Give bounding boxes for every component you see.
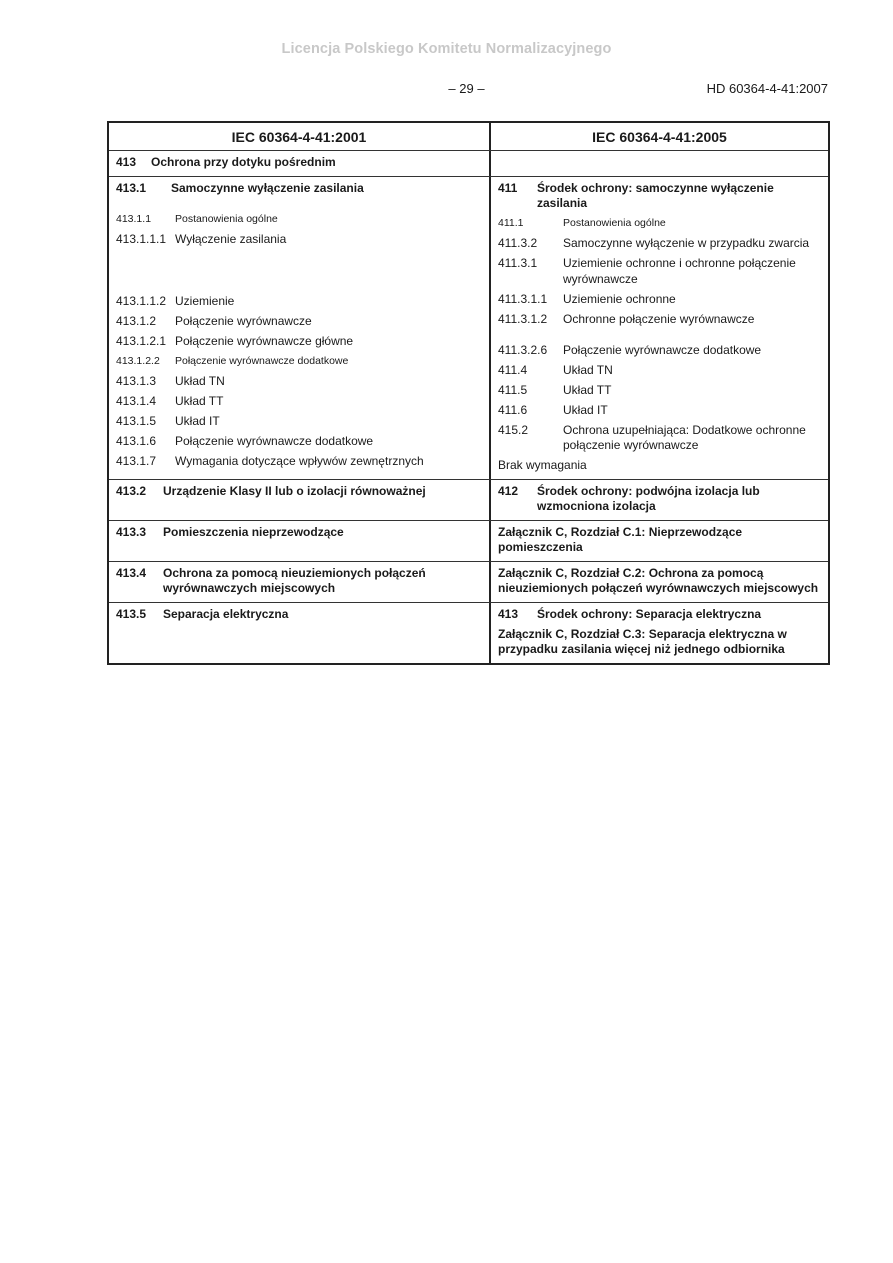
- clause-411-3-2-6: [498, 343, 821, 359]
- column-header-2005: IEC 60364-4-41:2005: [592, 129, 727, 145]
- clause-number: 413.1.2: [116, 313, 157, 328]
- clause-411-6: [498, 403, 821, 419]
- clause-number: 413: [116, 155, 137, 169]
- clause-413: [116, 155, 482, 171]
- clause-title: Załącznik C, Rozdział C.3: Separacja elektryczna w przypadku zasilania więcej niż jednego odbiornika: [498, 626, 787, 656]
- clause-title: Wymagania dotyczące wpływów zewnętrznych: [175, 453, 424, 468]
- clause-number: 411: [498, 180, 518, 195]
- no-requirement-note: [498, 458, 821, 474]
- clause-number: 413.1.2.2: [116, 354, 160, 367]
- clause-413-1-3: [116, 374, 482, 390]
- table-row: [109, 520, 828, 561]
- clause-number: 411.3.2.6: [498, 342, 548, 357]
- clause-title: Ochrona przy dotyku pośrednim: [151, 155, 336, 169]
- clause-number: 413.1: [116, 180, 147, 195]
- clause-413-1-2-1: [116, 334, 482, 350]
- clause-411-3-1: [498, 256, 821, 287]
- clause-number: 413.1.6: [116, 433, 157, 448]
- clause-number: 413.1.5: [116, 413, 157, 428]
- clause-title: Samoczynne wyłączenie w przypadku zwarcia: [563, 236, 810, 250]
- table-row: [109, 151, 828, 176]
- column-header-2001: IEC 60364-4-41:2001: [109, 123, 491, 150]
- clause-title: Połączenie wyrównawcze główne: [175, 333, 354, 348]
- clause-number: 411.3.1: [498, 256, 538, 270]
- clause-number: 413.1.1.2: [116, 293, 167, 308]
- clause-411-4: [498, 363, 821, 379]
- clause-413-1-2: [116, 314, 482, 330]
- clause-title: Układ TN: [175, 373, 225, 388]
- clause-title: Pomieszczenia nieprzewodzące: [163, 524, 344, 539]
- clause-title: Połączenie wyrównawcze dodatkowe: [175, 354, 349, 367]
- clause-413-1-1-1: [116, 232, 482, 248]
- clause-415-2: [498, 423, 821, 454]
- clause-number: 413.2: [116, 483, 147, 498]
- clause-title: Uziemienie ochronne: [563, 291, 676, 306]
- clause-number: 413.1.7: [116, 453, 157, 468]
- clause-413-5: [116, 607, 482, 623]
- clause-number: 413.4: [116, 565, 147, 580]
- standard-code: HD 60364-4-41:2007: [706, 81, 828, 96]
- clause-412: [498, 484, 821, 515]
- clause-title: Ochrona za pomocą nieuziemionych połączeń wyrównawczych miejscowych: [163, 565, 426, 595]
- clause-number: 413.1.2.1: [116, 333, 167, 348]
- page-number: – 29 –: [448, 81, 485, 96]
- clause-413-1-7: [116, 454, 482, 470]
- table-header-row: [109, 123, 828, 151]
- clause-411-3-1-1: [498, 292, 821, 308]
- clause-411-1: [498, 216, 821, 232]
- clause-number: 411.3.2: [498, 236, 538, 250]
- table-row: [109, 479, 828, 520]
- clause-number: 413.1.4: [116, 393, 157, 408]
- clause-413-1-1-2: [116, 294, 482, 310]
- clause-413-1-1: [116, 212, 482, 228]
- clause-number: 413.1.3: [116, 373, 157, 388]
- clause-number: 413.3: [116, 524, 147, 539]
- clause-413-1-5: [116, 414, 482, 430]
- clause-number: 413.1.1.1: [116, 231, 167, 246]
- clause-title: Układ TN: [563, 362, 613, 377]
- clause-number: 411.3.1.1: [498, 291, 548, 306]
- clause-number: 413: [498, 606, 519, 621]
- clause-413-1-2-2: [116, 354, 482, 370]
- clause-413-4: [116, 566, 482, 597]
- clause-413-1-4: [116, 394, 482, 410]
- clause-title: Środek ochrony: podwójna izolacja lub wzmocniona izolacja: [537, 483, 760, 513]
- comparison-table: [107, 121, 830, 665]
- clause-title: Środek ochrony: samoczynne wyłączenie zasilania: [537, 180, 774, 210]
- clause-title: Separacja elektryczna: [163, 606, 289, 621]
- clause-413-1-6: [116, 434, 482, 450]
- clause-title: Połączenie wyrównawcze dodatkowe: [563, 342, 762, 357]
- clause-413-1: [116, 181, 482, 197]
- clause-411: [498, 181, 821, 212]
- table-row: [109, 602, 828, 663]
- clause-title: Środek ochrony: Separacja elektryczna: [537, 606, 762, 621]
- clause-title: Postanowienia ogólne: [563, 217, 666, 229]
- clause-title: Urządzenie Klasy II lub o izolacji równoważnej: [163, 483, 426, 498]
- clause-title: Układ TT: [563, 382, 612, 397]
- clause-411-3-1-2: [498, 312, 821, 328]
- clause-413-3: [116, 525, 482, 541]
- clause-number: 413.5: [116, 606, 147, 621]
- annex-c-c2: [498, 566, 821, 597]
- clause-413-2005: [498, 607, 821, 623]
- clause-title: Ochrona uzupełniająca: Dodatkowe ochronne połączenie wyrównawcze: [563, 422, 806, 452]
- clause-title: Załącznik C, Rozdział C.1: Nieprzewodzące pomieszczenia: [498, 524, 743, 554]
- clause-title: Uziemienie: [175, 293, 235, 308]
- clause-number: 411.6: [498, 402, 528, 417]
- table-row: [109, 176, 828, 479]
- clause-number: 413.1.1: [116, 212, 152, 225]
- clause-number: 412: [498, 483, 519, 498]
- clause-413-2: [116, 484, 482, 500]
- clause-title: Brak wymagania: [498, 458, 587, 472]
- watermark: Licencja Polskiego Komitetu Normalizacyjnego: [281, 41, 612, 57]
- table-row: [109, 561, 828, 602]
- clause-title: Uziemienie ochronne i ochronne połączenie wyrównawcze: [563, 256, 796, 286]
- clause-title: Ochronne połączenie wyrównawcze: [563, 311, 755, 326]
- clause-number: 411.4: [498, 362, 528, 377]
- clause-title: Postanowienia ogólne: [175, 212, 278, 225]
- clause-title: Układ IT: [175, 413, 220, 428]
- clause-number: 411.1: [498, 217, 524, 229]
- clause-title: Samoczynne wyłączenie zasilania: [171, 180, 364, 195]
- clause-number: 411.5: [498, 382, 528, 397]
- clause-number: 411.3.1.2: [498, 311, 548, 326]
- clause-title: Układ IT: [563, 402, 608, 417]
- clause-411-5: [498, 383, 821, 399]
- clause-title: Układ TT: [175, 393, 224, 408]
- annex-c-c1: [498, 525, 821, 556]
- clause-number: 415.2: [498, 422, 529, 437]
- clause-title: Połączenie wyrównawcze: [175, 313, 312, 328]
- clause-title: Załącznik C, Rozdział C.2: Ochrona za pomocą nieuziemionych połączeń wyrównawczych miejscowych: [498, 565, 819, 595]
- annex-c-c3: [498, 627, 821, 658]
- clause-title: Wyłączenie zasilania: [175, 231, 287, 246]
- clause-411-3-2: [498, 236, 821, 252]
- clause-title: Połączenie wyrównawcze dodatkowe: [175, 433, 374, 448]
